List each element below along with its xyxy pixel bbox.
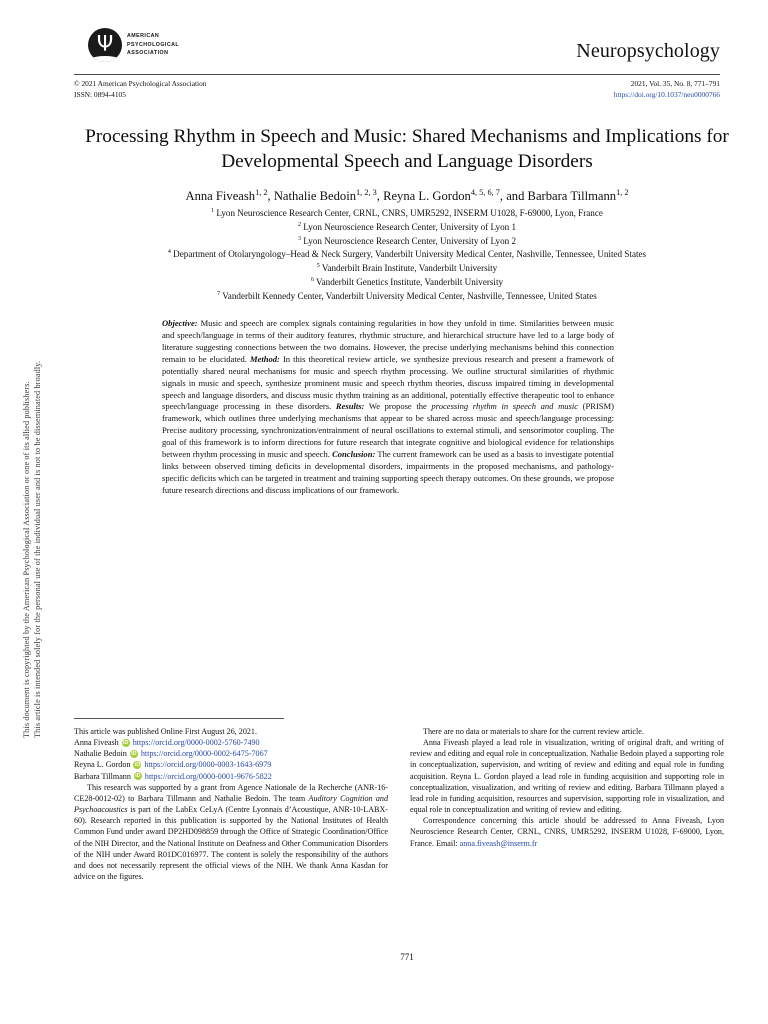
apa-logo-line-3: ASSOCIATION <box>127 50 169 57</box>
author-list: Anna Fiveash$^{1, 2}$, Nathalie Bedoin$^{1, 2, 3}$, Reyna L. Gordon$^{4, 5, 6, 7}$, and Barbara Tillmann$^{1, 2}$ <box>185 187 629 203</box>
abstract-label-objective: Objective: <box>162 318 198 328</box>
orcid-row-bedoin <box>74 748 388 759</box>
abstract-text-conclusion: The current framework can be used as a basis to investigate potential links between observed timing deficits in developmental disorders, impairments in the proposed mechanisms, and pathology-specific deficits which can be targeted in treatment and training supporting speech therapy outcomes. On these grounds, we propose future research directions and discuss implications of our framework. <box>162 449 614 495</box>
abstract-label-conclusion: Conclusion: <box>332 449 376 460</box>
affiliation-3: $^3$ Lyon Neuroscience Research Center, University of Lyon 2 <box>297 235 517 246</box>
psi-glyph: Ψ <box>96 31 114 56</box>
abstract-text-method: In this theoretical review article, we synthesize previous research and present a framework of potentially shared neural mechanisms for music and speech rhythm processing. We outline structural similarities of rhythmic signals in music and speech, synthesize prominent music and speech rhythm theories, discuss impaired timing in developmental speech and language disorders, and discuss music rhythm training as an additional, potentially effective therapeutic tool to enhance speech/language processing in these disorders. <box>162 353 614 412</box>
footnote-column-left <box>74 726 388 882</box>
affiliation-list <box>62 207 752 304</box>
abstract-text-results-a: We propose the <box>364 401 432 412</box>
funding-text-a: This research was supported by a grant from Agence Nationale de la Recherche (ANR-16-CE28-0012-02) to Barbara Tillmann and Nathalie Bedoin. The team <box>74 782 388 803</box>
sidebar-copyright-line-2: This article is intended solely for the personal use of the individual user and is not to be disseminated broadly. <box>33 360 42 738</box>
orcid-row-gordon <box>74 759 388 770</box>
orcid-author-name: Barbara Tillmann <box>74 771 131 781</box>
orcid-author-name: Reyna L. Gordon <box>74 760 131 770</box>
author-contributions-note: Anna Fiveash played a lead role in visualization, writing of original draft, and writing of review and editing and equal role in conceptualization. Nathalie Bedoin played a supporting role in conceptualization, supervision, and writing of review and editing and equal role in funding acquisition. Reyna L. Gordon played a lead role in funding acquisition and supporting role in conceptualization, visualization, and writing of review and editing. Barbara Tillmann played a lead role in funding acquisition, resources and supervision, supporting role in visualization, and equal role in conceptualization and writing of review and editing. <box>410 738 724 815</box>
orcid-icon: iD <box>135 773 141 780</box>
funding-team-name: Auditory Cognition and Psychoacoustics <box>74 793 388 815</box>
footnote-column-right <box>410 726 724 882</box>
logo-arc-shape <box>88 56 122 62</box>
orcid-link[interactable]: https://orcid.org/0000-0002-6475-7067 <box>140 749 268 759</box>
orcid-icon: iD <box>131 750 137 757</box>
abstract-label-results: Results: <box>335 401 365 412</box>
orcid-row-fiveash <box>74 737 388 748</box>
sidebar-copyright-line-1: This document is copyrighted by the American Psychological Association or one of its allied publishers. <box>22 381 31 738</box>
published-online-note: This article was published Online First August 26, 2021. <box>74 727 257 736</box>
page-number: 771 <box>400 952 414 962</box>
abstract-text-objective: Music and speech are complex signals containing regularities in how they unfold in time. Similarities between music and speech/language in terms of their auditory features, rhythmic structure, and hierarchical structure have led to a large body of literature suggesting connections between the two domains. However, the precise underlying mechanisms behind this connection remain to be elucidated. <box>162 318 614 364</box>
abstract <box>162 318 614 497</box>
affiliation-1: $^1$ Lyon Neuroscience Research Center, CRNL, CNRS, UMR5292, INSERM U1028, F-69000, Lyon, France <box>211 207 603 218</box>
author-nathalie-bedoin: Nathalie Bedoin$^{1, 2, 3}$ <box>273 187 377 203</box>
affiliation-2: $^2$ Lyon Neuroscience Research Center, University of Lyon 1 <box>297 221 517 232</box>
apa-logo-text <box>127 32 179 58</box>
apa-logo-line-2: PSYCHOLOGICAL <box>127 41 180 48</box>
data-availability-note: There are no data or materials to share for the current review article. <box>423 727 644 736</box>
copyright-right <box>614 79 720 100</box>
copyright-row <box>74 79 720 100</box>
abstract-text-results-b: (PRISM) framework, which outlines three underlying mechanisms that appear to be shared across music and speech/language processing: Precise auditory processing, synchronization/entrainment of neural oscillations to external stimuli, and sensorimotor coupling. The goal of this framework is to inform directions for future research that integrate cognitive and biological evidence for relationships between rhythm processing in music and speech. <box>162 401 614 460</box>
author-reyna-gordon: Reyna L. Gordon$^{4, 5, 6, 7}$ <box>383 187 500 203</box>
journal-title: Neuropsychology <box>576 40 720 62</box>
affiliation-7: $^7$ Vanderbilt Kennedy Center, Vanderbilt University Medical Center, Nashville, Tennessee, United States <box>217 290 597 301</box>
apa-logo-line-1: AMERICAN <box>127 33 160 40</box>
abstract-label-method: Method: <box>249 353 280 364</box>
affiliation-6: $^6$ Vanderbilt Genetics Institute, Vanderbilt University <box>310 277 504 288</box>
orcid-link[interactable]: https://orcid.org/0000-0002-5760-7490 <box>132 738 260 748</box>
masthead-divider <box>74 74 720 75</box>
abstract-prism-term: processing rhythm in speech and music <box>431 401 579 412</box>
page-title: Processing Rhythm in Speech and Music: Shared Mechanisms and Implications for Developmental Speech and Language Disorders <box>85 126 729 173</box>
orcid-icon: iD <box>123 739 129 746</box>
footnotes <box>74 726 724 882</box>
orcid-icon: iD <box>134 762 141 769</box>
orcid-author-name: Nathalie Bedoin <box>74 749 127 759</box>
apa-logo <box>88 28 179 62</box>
correspondence-text: Correspondence concerning this article should be addressed to Anna Fiveash, Lyon Neuroscience Research Center, CRNL, CNRS, UMR5292, INSERM U1028, F-69000, Lyon, France. Email: <box>410 816 724 848</box>
author-anna-fiveash: Anna Fiveash$^{1, 2}$ <box>185 187 268 203</box>
copyright-notice: © 2021 American Psychological Association <box>74 79 207 88</box>
issn: ISSN: 0894-4105 <box>74 89 126 99</box>
affiliation-4: $^4$ Department of Otolaryngology–Head & Neck Surgery, Vanderbilt University Medical Center, Nashville, Tennessee, United States <box>167 249 647 260</box>
orcid-link[interactable]: https://orcid.org/0000-0003-1643-6979 <box>144 760 272 770</box>
funding-note <box>74 782 388 882</box>
affiliation-5: $^5$ Vanderbilt Brain Institute, Vanderbilt University <box>316 263 498 274</box>
correspondence-note <box>410 815 724 848</box>
funding-text-b: is part of the LabEx CeLyA (Centre Lyonnais d’Acoustique, ANR-10-LABX-60). Research reported in this publication is supported by the National Institutes of Health Common Fund under award DP2HD098859 through the Office of Strategic Coordination/Office of the NIH Director, and the National Institute on Deafness and Other Communication Disorders of the NIH under Award R01DC016977. The content is solely the responsibility of the authors and does not necessarily represent the official views of the NIH. We thank Anna Kasdan for advice on the figures. <box>74 805 388 882</box>
issue-info: 2021, Vol. 35, No. 8, 771–791 <box>630 79 720 88</box>
orcid-link[interactable]: https://orcid.org/0000-0001-9676-5822 <box>144 771 272 781</box>
masthead <box>70 28 720 74</box>
copyright-left <box>74 79 206 100</box>
doi-link[interactable]: https://doi.org/10.1037/neu0000766 <box>613 89 720 99</box>
author-barbara-tillmann: Barbara Tillmann$^{1, 2}$ <box>527 187 629 203</box>
orcid-row-tillmann <box>74 771 388 782</box>
copyright-sidebar <box>0 0 62 1024</box>
footnote-divider <box>74 718 284 719</box>
apa-emblem-icon <box>88 28 122 62</box>
correspondence-email-link[interactable]: anna.fiveash@inserm.fr <box>459 838 538 848</box>
article-page <box>62 0 768 1024</box>
orcid-author-name: Anna Fiveash <box>74 738 119 748</box>
